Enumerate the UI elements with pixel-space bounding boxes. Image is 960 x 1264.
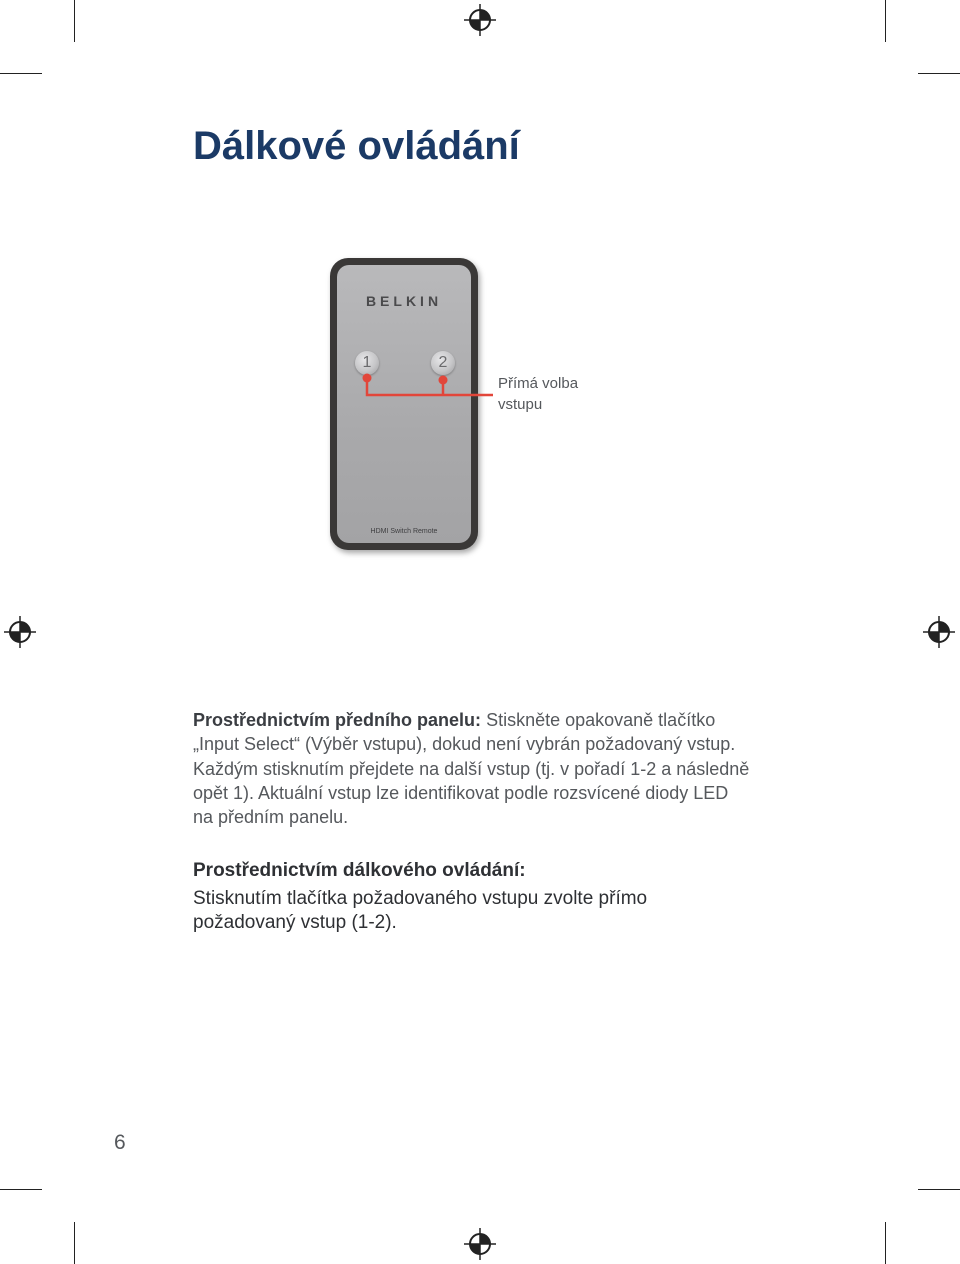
crop-mark-top-left-horizontal bbox=[0, 73, 42, 74]
remote-brand-logo: BELKIN bbox=[365, 293, 443, 309]
registration-mark-icon bbox=[4, 616, 36, 648]
remote-button-1: 1 bbox=[355, 351, 379, 375]
registration-mark-icon bbox=[923, 616, 955, 648]
remote-heading: Prostřednictvím dálkového ovládání: bbox=[193, 860, 526, 881]
crop-mark-bottom-left-vertical bbox=[74, 1222, 75, 1264]
remote-control-illustration bbox=[330, 258, 482, 554]
front-panel-heading: Prostřednictvím předního panelu: bbox=[193, 710, 482, 730]
callout-line-2: vstupu bbox=[498, 396, 543, 413]
callout-label bbox=[498, 373, 618, 415]
front-panel-text: Stiskněte opakovaně tlačítko „Input Select“ (Výběr vstupu), dokud není vybrán požadovaný vstup. Každým stisknutím přejdete na další vstup (tj. v pořadí 1-2 a následně opět 1). Aktuální vstup lze identifikovat podle rozsvícené diody LED na předním panelu. bbox=[193, 710, 750, 828]
callout-line-1: Přímá volba bbox=[498, 375, 579, 392]
callout-connector bbox=[355, 370, 505, 406]
remote-model-label: HDMI Switch Remote bbox=[370, 528, 438, 535]
crop-mark-bottom-right-horizontal bbox=[918, 1189, 960, 1190]
remote-instructions bbox=[193, 859, 753, 936]
remote-button-2: 2 bbox=[431, 351, 455, 375]
page-title: Dálkové ovládání bbox=[193, 124, 520, 168]
remote-text: Stisknutím tlačítka požadovaného vstupu zvolte přímo požadovaný vstup (1-2). bbox=[193, 887, 648, 933]
crop-mark-top-right-horizontal bbox=[918, 73, 960, 74]
crop-mark-top-left-vertical bbox=[74, 0, 75, 42]
registration-mark-icon bbox=[464, 4, 496, 36]
front-panel-instructions bbox=[193, 708, 753, 829]
page-number: 6 bbox=[114, 1131, 126, 1154]
crop-mark-top-right-vertical bbox=[885, 0, 886, 42]
registration-mark-icon bbox=[464, 1228, 496, 1260]
crop-mark-bottom-right-vertical bbox=[885, 1222, 886, 1264]
crop-mark-bottom-left-horizontal bbox=[0, 1189, 42, 1190]
